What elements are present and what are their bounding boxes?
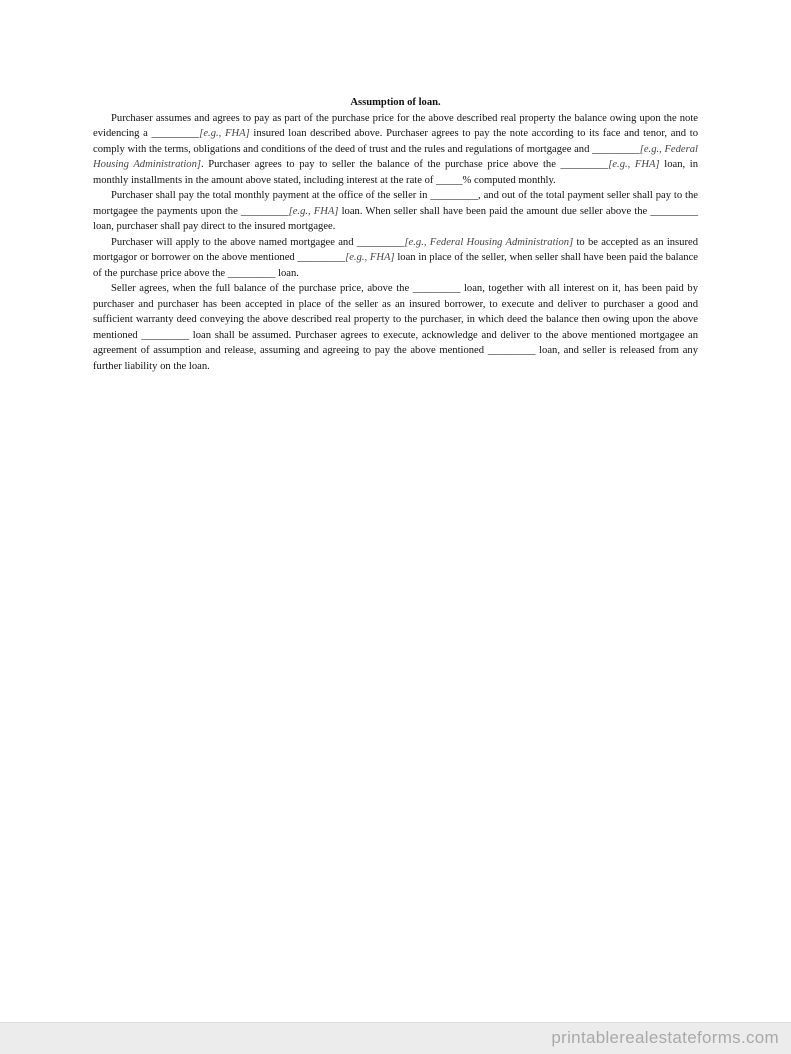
paragraph-text: Purchaser assumes and agrees to pay as part of the purchase price for the above described real property the balance owing upon the note evidencing a _________ — [93, 112, 698, 139]
document-title: Assumption of loan. — [350, 97, 441, 108]
paragraph-text: insured loan described above. Purchaser agrees to pay the note according to its face and tenor, and to comply with the terms, obligations and conditions of the deed of trust and the rules and regulations of mortgagee and _________ — [93, 128, 698, 155]
placeholder-hint: [e.g., FHA] — [345, 252, 395, 263]
footer-bar — [0, 1022, 791, 1054]
paragraph-text: . Purchaser agrees to pay to seller the balance of the purchase price above the _________ — [201, 159, 609, 170]
paragraph-payment — [93, 188, 698, 235]
placeholder-hint: [e.g., FHA] — [199, 128, 250, 139]
paragraph-seller-agrees — [93, 281, 698, 374]
footer-watermark[interactable]: printablerealestateforms.com — [551, 1028, 779, 1047]
placeholder-hint: [e.g., FHA] — [288, 205, 339, 217]
paragraph-text: Purchaser shall pay the total monthly payment at the office of the seller in _________, and out of the total payment seller shall pay to the mortgagee the payments upon the _________ — [93, 190, 698, 217]
document-body — [93, 95, 698, 374]
paragraph-text: to be accepted as an insured mortgagor or borrower on the above mentioned _________ — [93, 236, 699, 263]
paragraph-text: loan. When seller shall have been paid the amount due seller above the _________ loan, purchaser shall pay direct to the insured mortgagee. — [93, 205, 698, 232]
placeholder-hint: [e.g., Federal Housing Administration] — [93, 143, 698, 170]
paragraph-assumption — [93, 111, 698, 189]
paragraph-text: Purchaser will apply to the above named mortgagee and _________ — [111, 236, 405, 248]
paragraph-application — [93, 235, 698, 282]
paragraph-text: loan in place of the seller, when seller shall have been paid the balance of the purchase price above the _________ loan. — [93, 252, 698, 279]
placeholder-hint: [e.g., FHA] — [608, 159, 660, 170]
paragraph-text: loan, in monthly installments in the amount above stated, including interest at the rate of _____% computed monthly. — [93, 159, 698, 186]
paragraph-text: Seller agrees, when the full balance of the purchase price, above the _________ loan, together with all interest on it, has been paid by purchaser and purchaser has been accepted in place of the seller as an insured borrower, to execute and deliver to purchaser a good and sufficient warranty deed conveying the above described real property to the purchaser, in which deed the balance then owing upon the above mentioned _________ loan shall be assumed. Purchaser agrees to execute, acknowledge and deliver to the above mentioned mortgagee an agreement of assumption and release, assuming and agreeing to pay the above mentioned _________ loan, and seller is released from any further liability on the loan. — [93, 283, 698, 372]
placeholder-hint: [e.g., Federal Housing Administration] — [404, 236, 574, 248]
